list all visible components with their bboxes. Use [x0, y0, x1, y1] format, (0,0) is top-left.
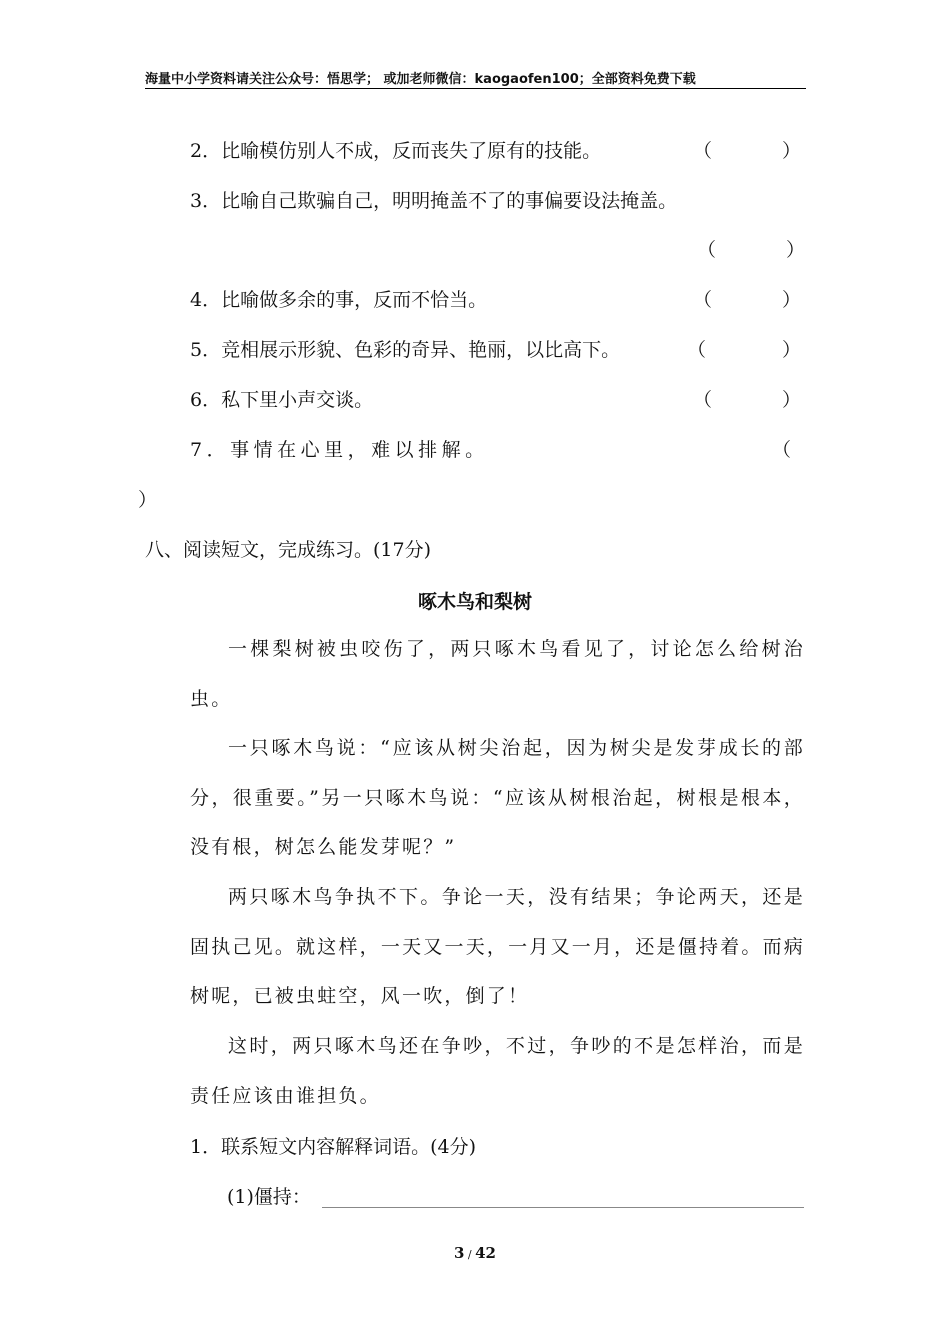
question-1: 1．联系短文内容解释词语。(4分) — [190, 1136, 477, 1158]
answer-paren-open: （ — [693, 389, 713, 411]
section-heading: 八、阅读短文，完成练习。(17分) — [145, 539, 432, 561]
answer-paren-close: ） — [782, 339, 802, 361]
passage-paragraph: 这时，两只啄木鸟还在争吵，不过，争吵的不是怎样治，而是责任应该由谁担负。 — [190, 1035, 805, 1107]
item-5: 5．竞相展示形貌、色彩的奇异、艳丽，以比高下。 — [190, 339, 621, 361]
answer-paren-close: ） — [138, 489, 158, 511]
answer-paren-open: （ — [687, 339, 707, 361]
item-4: 4．比喻做多余的事，反而不恰当。 — [190, 289, 488, 311]
item-7: 7．事情在心里，难以排解。 — [190, 439, 489, 461]
item-3: 3．比喻自己欺骗自己，明明掩盖不了的事偏要设法掩盖。 — [190, 190, 678, 212]
answer-paren-close: ） — [782, 140, 802, 162]
passage-paragraph: 一棵梨树被虫咬伤了，两只啄木鸟看见了，讨论怎么给树治虫。 — [190, 638, 805, 710]
page-header: 海量中小学资料请关注公众号：悟思学； 或加老师微信：kaogaofen100；全部资料免费下载 — [145, 68, 806, 89]
current-page: 3 — [453, 1244, 465, 1262]
item-6: 6．私下里小声交谈。 — [190, 389, 374, 411]
passage-paragraph: 一只啄木鸟说：“应该从树尖治起，因为树尖是发芽成长的部分，很重要。”另一只啄木鸟说：“应该从树根治起，树根是根本，没有根，树怎么能发芽呢？” — [190, 737, 805, 858]
answer-paren-open: （ — [693, 140, 713, 162]
answer-paren-close: ） — [782, 289, 802, 311]
page-number: 3 / 42 — [453, 1244, 496, 1262]
answer-paren-open: （ — [693, 289, 713, 311]
question-1-sub-1-label: (1)僵持： — [227, 1186, 311, 1208]
total-pages: 42 — [475, 1244, 496, 1262]
answer-paren-close: ） — [782, 389, 802, 411]
item-2: 2．比喻模仿别人不成，反而丧失了原有的技能。 — [190, 140, 602, 162]
answer-line[interactable] — [322, 1207, 804, 1208]
answer-paren-open: （ — [697, 239, 717, 261]
answer-paren-open: （ — [772, 439, 792, 461]
passage-title: 啄木鸟和梨树 — [417, 591, 532, 613]
passage-paragraph: 两只啄木鸟争执不下。争论一天，没有结果；争论两天，还是固执己见。就这样，一天又一天，一月又一月，还是僵持着。而病树呢，已被虫蛀空，风一吹，倒了！ — [190, 886, 805, 1007]
answer-paren-close: ） — [786, 239, 806, 261]
